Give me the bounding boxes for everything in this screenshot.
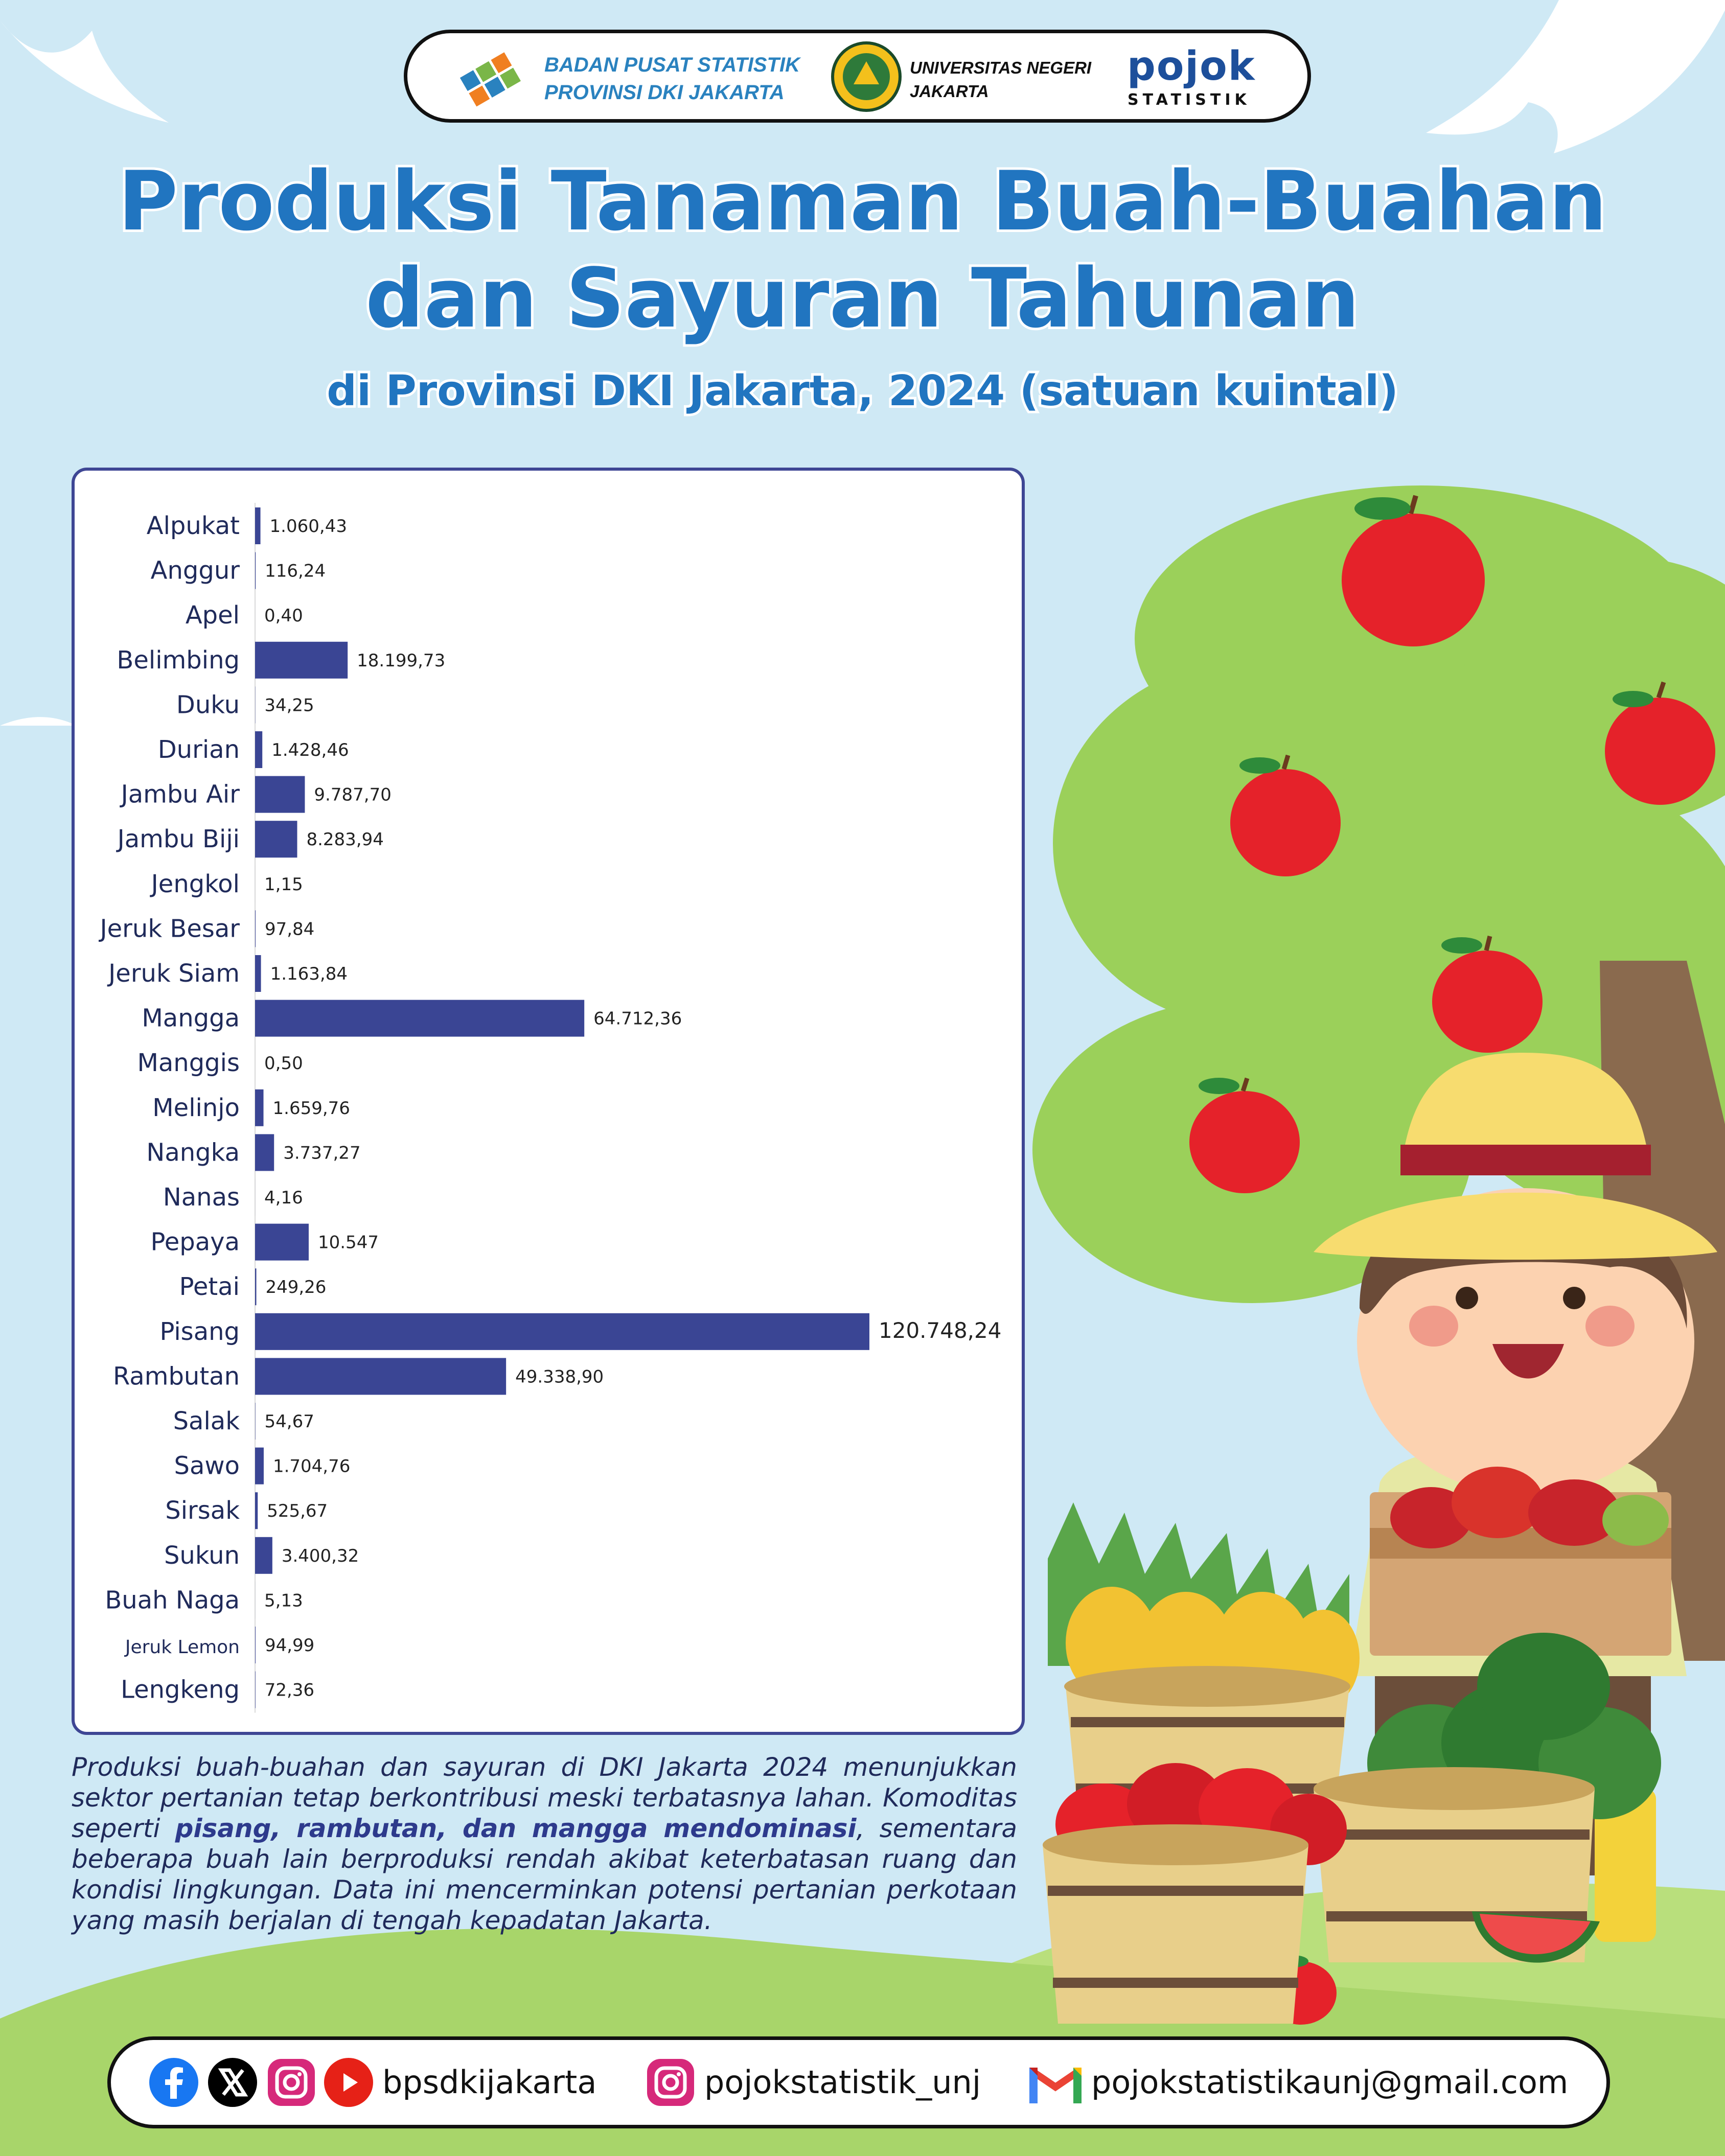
value-label: 3.737,27 (283, 1143, 361, 1164)
value-label: 1.428,46 (271, 740, 349, 760)
category-label: Manggis (137, 1049, 240, 1078)
title-line-2: dan Sayuran Tahunan (365, 250, 1360, 346)
bar (255, 821, 297, 857)
value-label: 5,13 (264, 1590, 303, 1611)
category-label: Sukun (164, 1541, 240, 1570)
unj-name (910, 56, 1091, 103)
pojok-logo-word: pojok (1127, 43, 1256, 89)
category-label: Jengkol (151, 869, 240, 898)
bar (255, 1492, 258, 1529)
bar (255, 731, 262, 768)
description-part2: , sementara beberapa buah lain berproduksi rendah akibat keterbatasan ruang dan kondisi lingkungan. Data ini mencerminkan potensi pertanian perkotaan yang masih berjalan di tengah kepadatan Jakarta. (72, 1814, 1017, 1935)
value-label: 525,67 (267, 1501, 328, 1522)
bar (255, 1224, 309, 1261)
value-label: 116,24 (265, 561, 326, 582)
value-label: 34,25 (264, 695, 314, 716)
category-label: Belimbing (117, 645, 240, 675)
value-label: 249,26 (265, 1277, 327, 1298)
value-label: 8.283,94 (306, 829, 384, 850)
email-address[interactable]: pojokstatistikaunj@gmail.com (1091, 2064, 1569, 2101)
category-label: Duku (176, 690, 240, 720)
description-text (72, 1752, 1017, 1936)
bar (255, 776, 305, 813)
chart-panel (72, 468, 1025, 1735)
value-label: 64.712,36 (593, 1008, 682, 1029)
bps-line1: BADAN PUSAT STATISTIK (544, 54, 800, 76)
bar (255, 1672, 256, 1708)
bar (255, 955, 261, 992)
bar (255, 1134, 274, 1171)
value-label: 49.338,90 (515, 1366, 604, 1387)
bar (255, 1268, 256, 1305)
category-label: Melinjo (152, 1093, 240, 1122)
bar (255, 1089, 264, 1126)
category-label: Jeruk Lemon (125, 1637, 240, 1658)
value-label: 3.400,32 (281, 1545, 359, 1566)
value-label: 1.163,84 (270, 964, 348, 984)
category-label: Nanas (163, 1183, 240, 1212)
value-label: 54,67 (264, 1411, 314, 1432)
bar (255, 1358, 506, 1395)
bar (255, 1537, 272, 1574)
facebook-icon[interactable] (148, 2057, 199, 2108)
value-label: 1,15 (264, 874, 303, 895)
value-label: 10.547 (317, 1232, 379, 1253)
bar (255, 1313, 869, 1350)
gmail-icon[interactable] (1027, 2060, 1084, 2104)
bps-logo-icon (455, 46, 532, 112)
value-label: 1.704,76 (272, 1456, 351, 1477)
category-label: Apel (185, 601, 240, 630)
category-label: Buah Naga (105, 1586, 240, 1615)
category-label: Durian (157, 735, 240, 764)
value-label: 97,84 (264, 919, 315, 940)
value-label: 0,50 (264, 1053, 303, 1074)
bar (255, 1000, 584, 1037)
category-label: Sawo (174, 1451, 240, 1480)
subtitle: di Provinsi DKI Jakarta, 2024 (satuan kuintal) (327, 367, 1398, 415)
category-label: Rambutan (112, 1362, 240, 1391)
instagram-handle[interactable]: pojokstatistik_unj (704, 2064, 981, 2101)
category-label: Mangga (142, 1004, 240, 1033)
bar (255, 1448, 264, 1485)
pojok-logo-sub: STATISTIK (1128, 91, 1251, 109)
category-label: Jeruk Siam (108, 959, 240, 988)
value-label: 1.060,43 (269, 516, 347, 537)
title-line-1: Produksi Tanaman Buah-Buahan (118, 153, 1607, 249)
category-label: Jambu Biji (117, 825, 240, 854)
bar (255, 642, 348, 679)
category-label: Pisang (159, 1317, 240, 1346)
bar (255, 1403, 256, 1440)
category-label: Lengkeng (121, 1675, 240, 1704)
bps-line2: PROVINSI DKI JAKARTA (544, 81, 785, 104)
value-label: 72,36 (264, 1680, 315, 1701)
category-label: Nangka (146, 1138, 240, 1167)
category-label: Salak (173, 1407, 240, 1435)
unj-line2: JAKARTA (910, 82, 989, 101)
youtube-icon[interactable] (323, 2057, 374, 2108)
description-bold: pisang, rambutan, dan mangga mendominasi (175, 1814, 857, 1843)
bar (255, 507, 261, 544)
bar-chart (75, 471, 1022, 1732)
bps-handle[interactable]: bpsdkijakarta (382, 2064, 597, 2101)
value-label: 18.199,73 (357, 650, 446, 671)
category-label: Pepaya (150, 1227, 240, 1257)
bar (255, 552, 256, 589)
instagram-icon[interactable] (645, 2057, 696, 2108)
instagram-icon[interactable] (266, 2057, 317, 2108)
bar (255, 910, 256, 947)
category-label: Alpukat (146, 512, 240, 540)
category-label: Jambu Air (121, 780, 240, 809)
category-label: Sirsak (165, 1496, 240, 1525)
value-label: 94,99 (264, 1635, 315, 1656)
value-label: 1.659,76 (272, 1098, 350, 1119)
category-label: Petai (179, 1272, 240, 1302)
category-label: Anggur (150, 556, 240, 585)
value-label: 120.748,24 (879, 1317, 1002, 1343)
unj-seal-icon (831, 41, 902, 112)
value-label: 4,16 (264, 1188, 303, 1208)
unj-line1: UNIVERSITAS NEGERI (910, 58, 1092, 77)
value-label: 0,40 (264, 606, 303, 627)
value-label: 9.787,70 (314, 784, 392, 805)
description-part1: Produksi buah-buahan dan sayuran di DKI Jakarta 2024 menunjukkan sektor pertanian tetap berkontribusi meski terbatasnya lahan. Komoditas seperti (72, 1752, 1017, 1843)
bps-name (544, 51, 800, 106)
bar (255, 1627, 256, 1663)
x-twitter-icon[interactable] (207, 2057, 258, 2108)
category-label: Jeruk Besar (100, 914, 240, 943)
